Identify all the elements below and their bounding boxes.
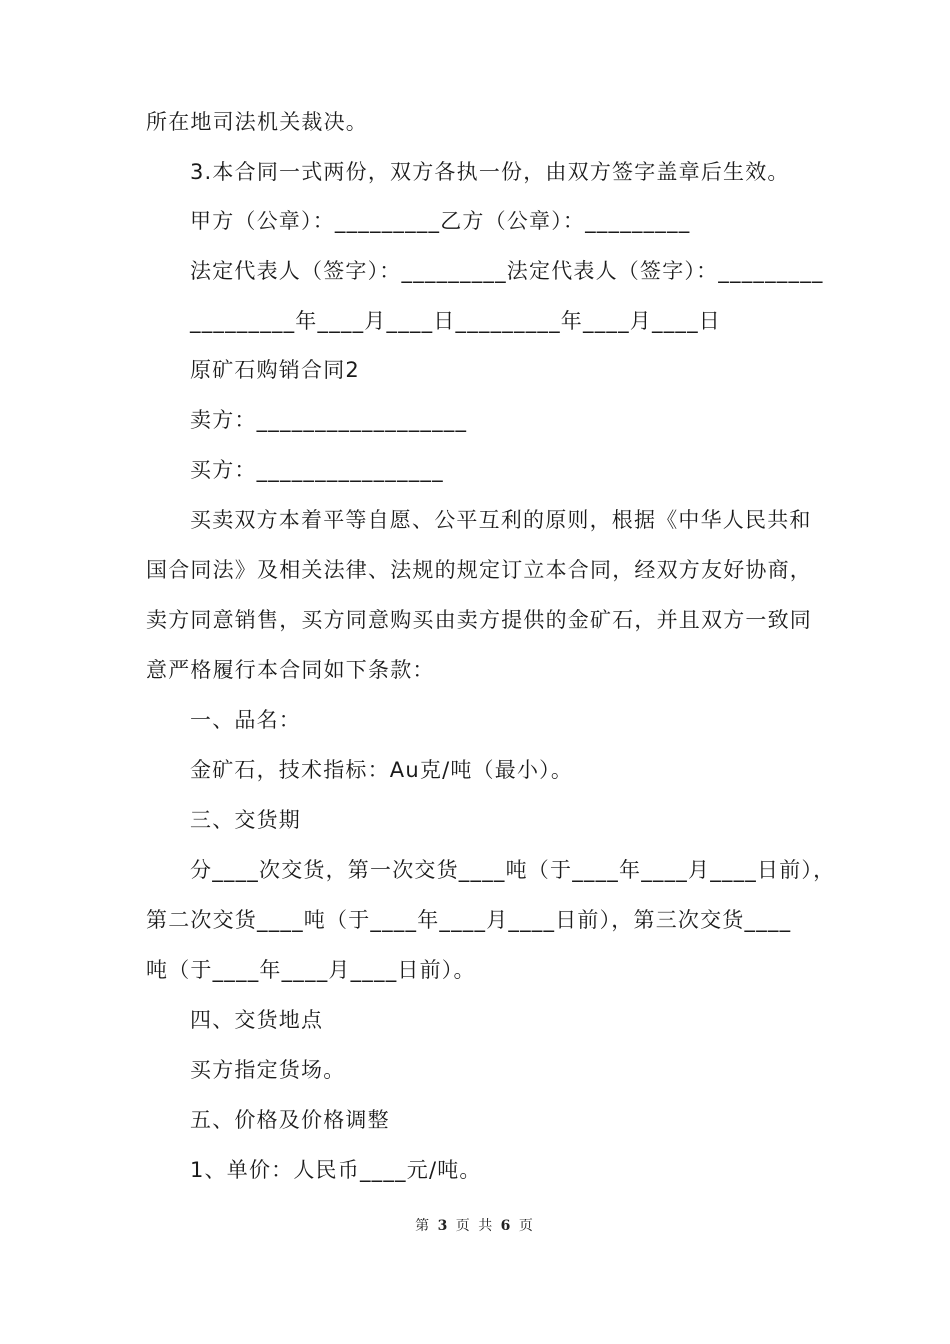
text-line: 意严格履行本合同如下条款： xyxy=(146,658,435,682)
clause-heading: 五、价格及价格调整 xyxy=(190,1108,390,1132)
text-line: 国合同法》及相关法律、法规的规定订立本合同，经双方友好协商， xyxy=(146,558,812,582)
text-line: 所在地司法机关裁决。 xyxy=(146,110,368,134)
section-title: 原矿石购销合同2 xyxy=(190,358,360,382)
text-line: 1、单价：人民币____元/吨。 xyxy=(190,1158,482,1182)
text-line: 买卖双方本着平等自愿、公平互利的原则，根据《中华人民共和 xyxy=(190,508,812,532)
text-line: 卖方同意销售，买方同意购买由卖方提供的金矿石，并且双方一致同 xyxy=(146,608,812,632)
text-line: 第二次交货____吨（于____年____月____日前），第三次交货____ xyxy=(146,908,792,932)
page-footer xyxy=(0,1216,950,1236)
clause-heading: 一、品名： xyxy=(190,708,301,732)
signature-line: 甲方（公章）：_________乙方（公章）：_________ xyxy=(190,209,691,233)
footer-suffix: 页 xyxy=(518,1218,535,1234)
clause-heading: 四、交货地点 xyxy=(190,1008,324,1032)
buyer-line: 买方：________________ xyxy=(190,458,444,482)
clause-heading: 三、交货期 xyxy=(190,808,301,832)
text-line: 吨（于____年____月____日前）。 xyxy=(146,958,476,982)
footer-prefix: 第 xyxy=(415,1218,432,1234)
text-line: 金矿石，技术指标：Au克/吨（最小）。 xyxy=(190,758,574,782)
text-line: 买方指定货场。 xyxy=(190,1058,346,1082)
current-page-number: 3 xyxy=(437,1218,450,1234)
text-line: 分____次交货，第一次交货____吨（于____年____月____日前）， xyxy=(190,858,836,882)
seller-line: 卖方：__________________ xyxy=(190,408,468,432)
total-page-number: 6 xyxy=(500,1218,513,1234)
text-line: 3.本合同一式两份，双方各执一份，由双方签字盖章后生效。 xyxy=(190,160,790,184)
footer-middle: 页 共 xyxy=(455,1218,495,1234)
date-line: _________年____月____日_________年____月____日 xyxy=(190,309,721,333)
signature-line: 法定代表人（签字）：_________法定代表人（签字）：_________ xyxy=(190,259,824,283)
